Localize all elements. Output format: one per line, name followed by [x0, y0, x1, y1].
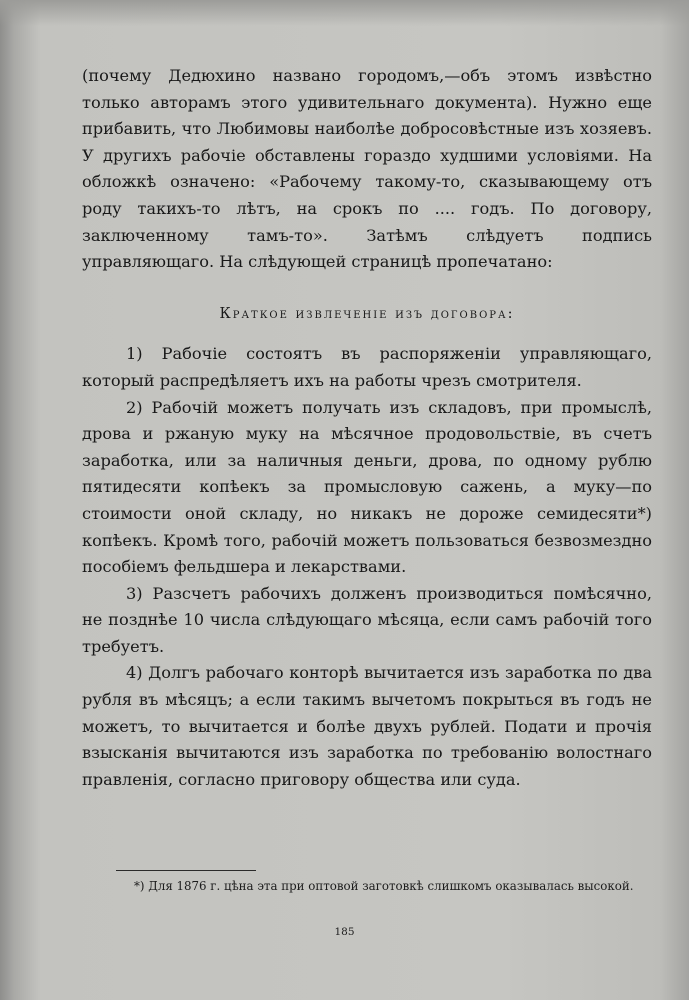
page-shadow: [0, 0, 689, 26]
page-text: [82, 63, 652, 793]
list-item: 4) Долгъ рабочаго конторѣ вычитается изъ заработка по два рубля въ мѣсяцъ; а если такимъ вычетомъ покрыться въ годъ не можетъ, то вычитается и болѣе двухъ рублей. Подати и прочія взысканія вычитаются изъ заработка по требованію волостнаго правленія, согласно приговору общества или суда.: [82, 663, 652, 789]
list-item: 3) Разсчетъ рабочихъ долженъ производиться помѣсячно, не позднѣе 10 числа слѣдующаго мѣсяца, если самъ рабочій того требуетъ.: [82, 583, 652, 656]
list-item: 2) Рабочій можетъ получать изъ складовъ, при промыслѣ, дрова и ржаную муку на мѣсячное продовольствіе, въ счетъ заработка, или за наличныя деньги, дрова, по одному рублю пятидесяти копѣекъ за промысловую сажень, а муку—по стоимости оной складу, но никакъ не дороже семидесяти*) копѣекъ. Кромѣ того, рабочій можетъ пользоваться безвозмездно пособіемъ фельдшера и лекарствами.: [82, 397, 652, 577]
list-item: 1) Рабочіе состоятъ въ распоряженіи управляющаго, который распредѣляетъ ихъ на работы чрезъ смотрителя.: [82, 344, 652, 390]
page-number: 185: [334, 926, 355, 938]
footnote: *) Для 1876 г. цѣна эта при оптовой заготовкѣ слишкомъ оказывалась высокой.: [134, 879, 634, 893]
intro-paragraph: (почему Дедюхино названо городомъ,—объ этомъ извѣстно только авторамъ этого удивительнаго документа). Нужно еще прибавить, что Любимовы наиболѣе добросовѣстные изъ хозяевъ. У другихъ рабочіе обставлены гораздо худшими условіями. На обложкѣ означено: «Рабочему такому-то, сказывающему отъ роду такихъ-то лѣтъ, на срокъ по .... годъ. По договору, заключенному тамъ-то». Затѣмъ слѣдуетъ подпись управляющаго. На слѣдующей страницѣ пропечатано:: [82, 66, 652, 272]
footnote-divider: [116, 870, 256, 871]
section-heading: Краткое извлеченіе изъ договора:: [219, 305, 515, 322]
